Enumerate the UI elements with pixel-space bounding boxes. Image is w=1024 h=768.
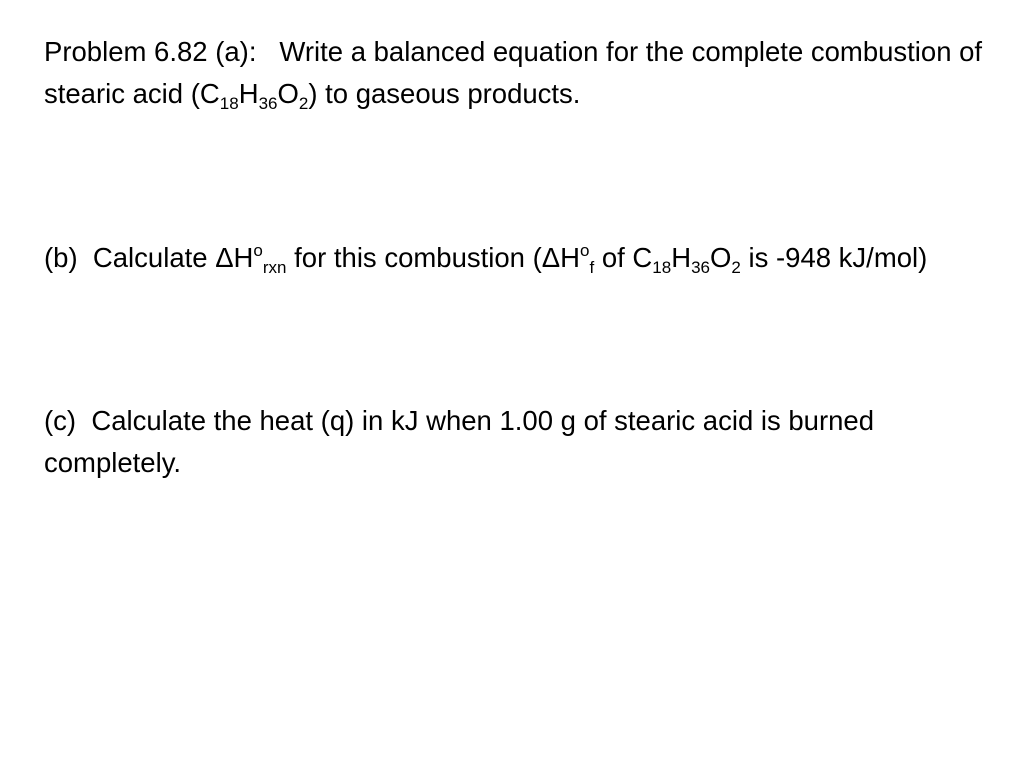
- formula-h: H: [671, 242, 692, 273]
- standard-state-superscript: o: [253, 241, 263, 260]
- spacer: [256, 36, 279, 67]
- part-b-calc: Calculate ΔH: [92, 242, 254, 273]
- problem-part-c: [44, 400, 984, 484]
- formation-subscript: f: [589, 258, 595, 277]
- problem-part-a: [44, 31, 984, 115]
- spacer: [78, 242, 93, 273]
- formula-c-subscript: 18: [652, 258, 672, 277]
- part-b-label: (b): [44, 242, 78, 273]
- formula-c: C: [632, 242, 653, 273]
- part-b-mid: for this combustion (ΔH: [286, 242, 580, 273]
- part-c-text: Calculate the heat (q) in kJ when 1.00 g of stearic acid is burned completely.: [44, 405, 875, 478]
- part-c-label: (c): [44, 405, 77, 436]
- formula-h-subscript: 36: [258, 94, 278, 113]
- problem-number: Problem 6.82 (a):: [44, 36, 257, 67]
- part-b-text-end: is -948 kJ/mol): [740, 242, 928, 273]
- formula-o-subscript: 2: [298, 94, 309, 113]
- part-b-of: of: [594, 242, 633, 273]
- formula-c: C: [199, 78, 220, 109]
- standard-state-superscript-2: o: [579, 241, 590, 260]
- formula-h-subscript: 36: [691, 258, 710, 277]
- rxn-subscript: rxn: [262, 258, 287, 277]
- formula-c-subscript: 18: [219, 94, 239, 113]
- formula-o-subscript: 2: [731, 258, 741, 277]
- spacer: [76, 405, 91, 436]
- problem-part-b: [44, 237, 984, 279]
- formula-o: O: [277, 78, 299, 109]
- part-a-text-end: ) to gaseous products.: [308, 78, 581, 109]
- formula-o: O: [710, 242, 732, 273]
- part-a-text: Write a balanced equation for the complete combustion of stearic acid (: [44, 36, 983, 109]
- formula-h: H: [238, 78, 259, 109]
